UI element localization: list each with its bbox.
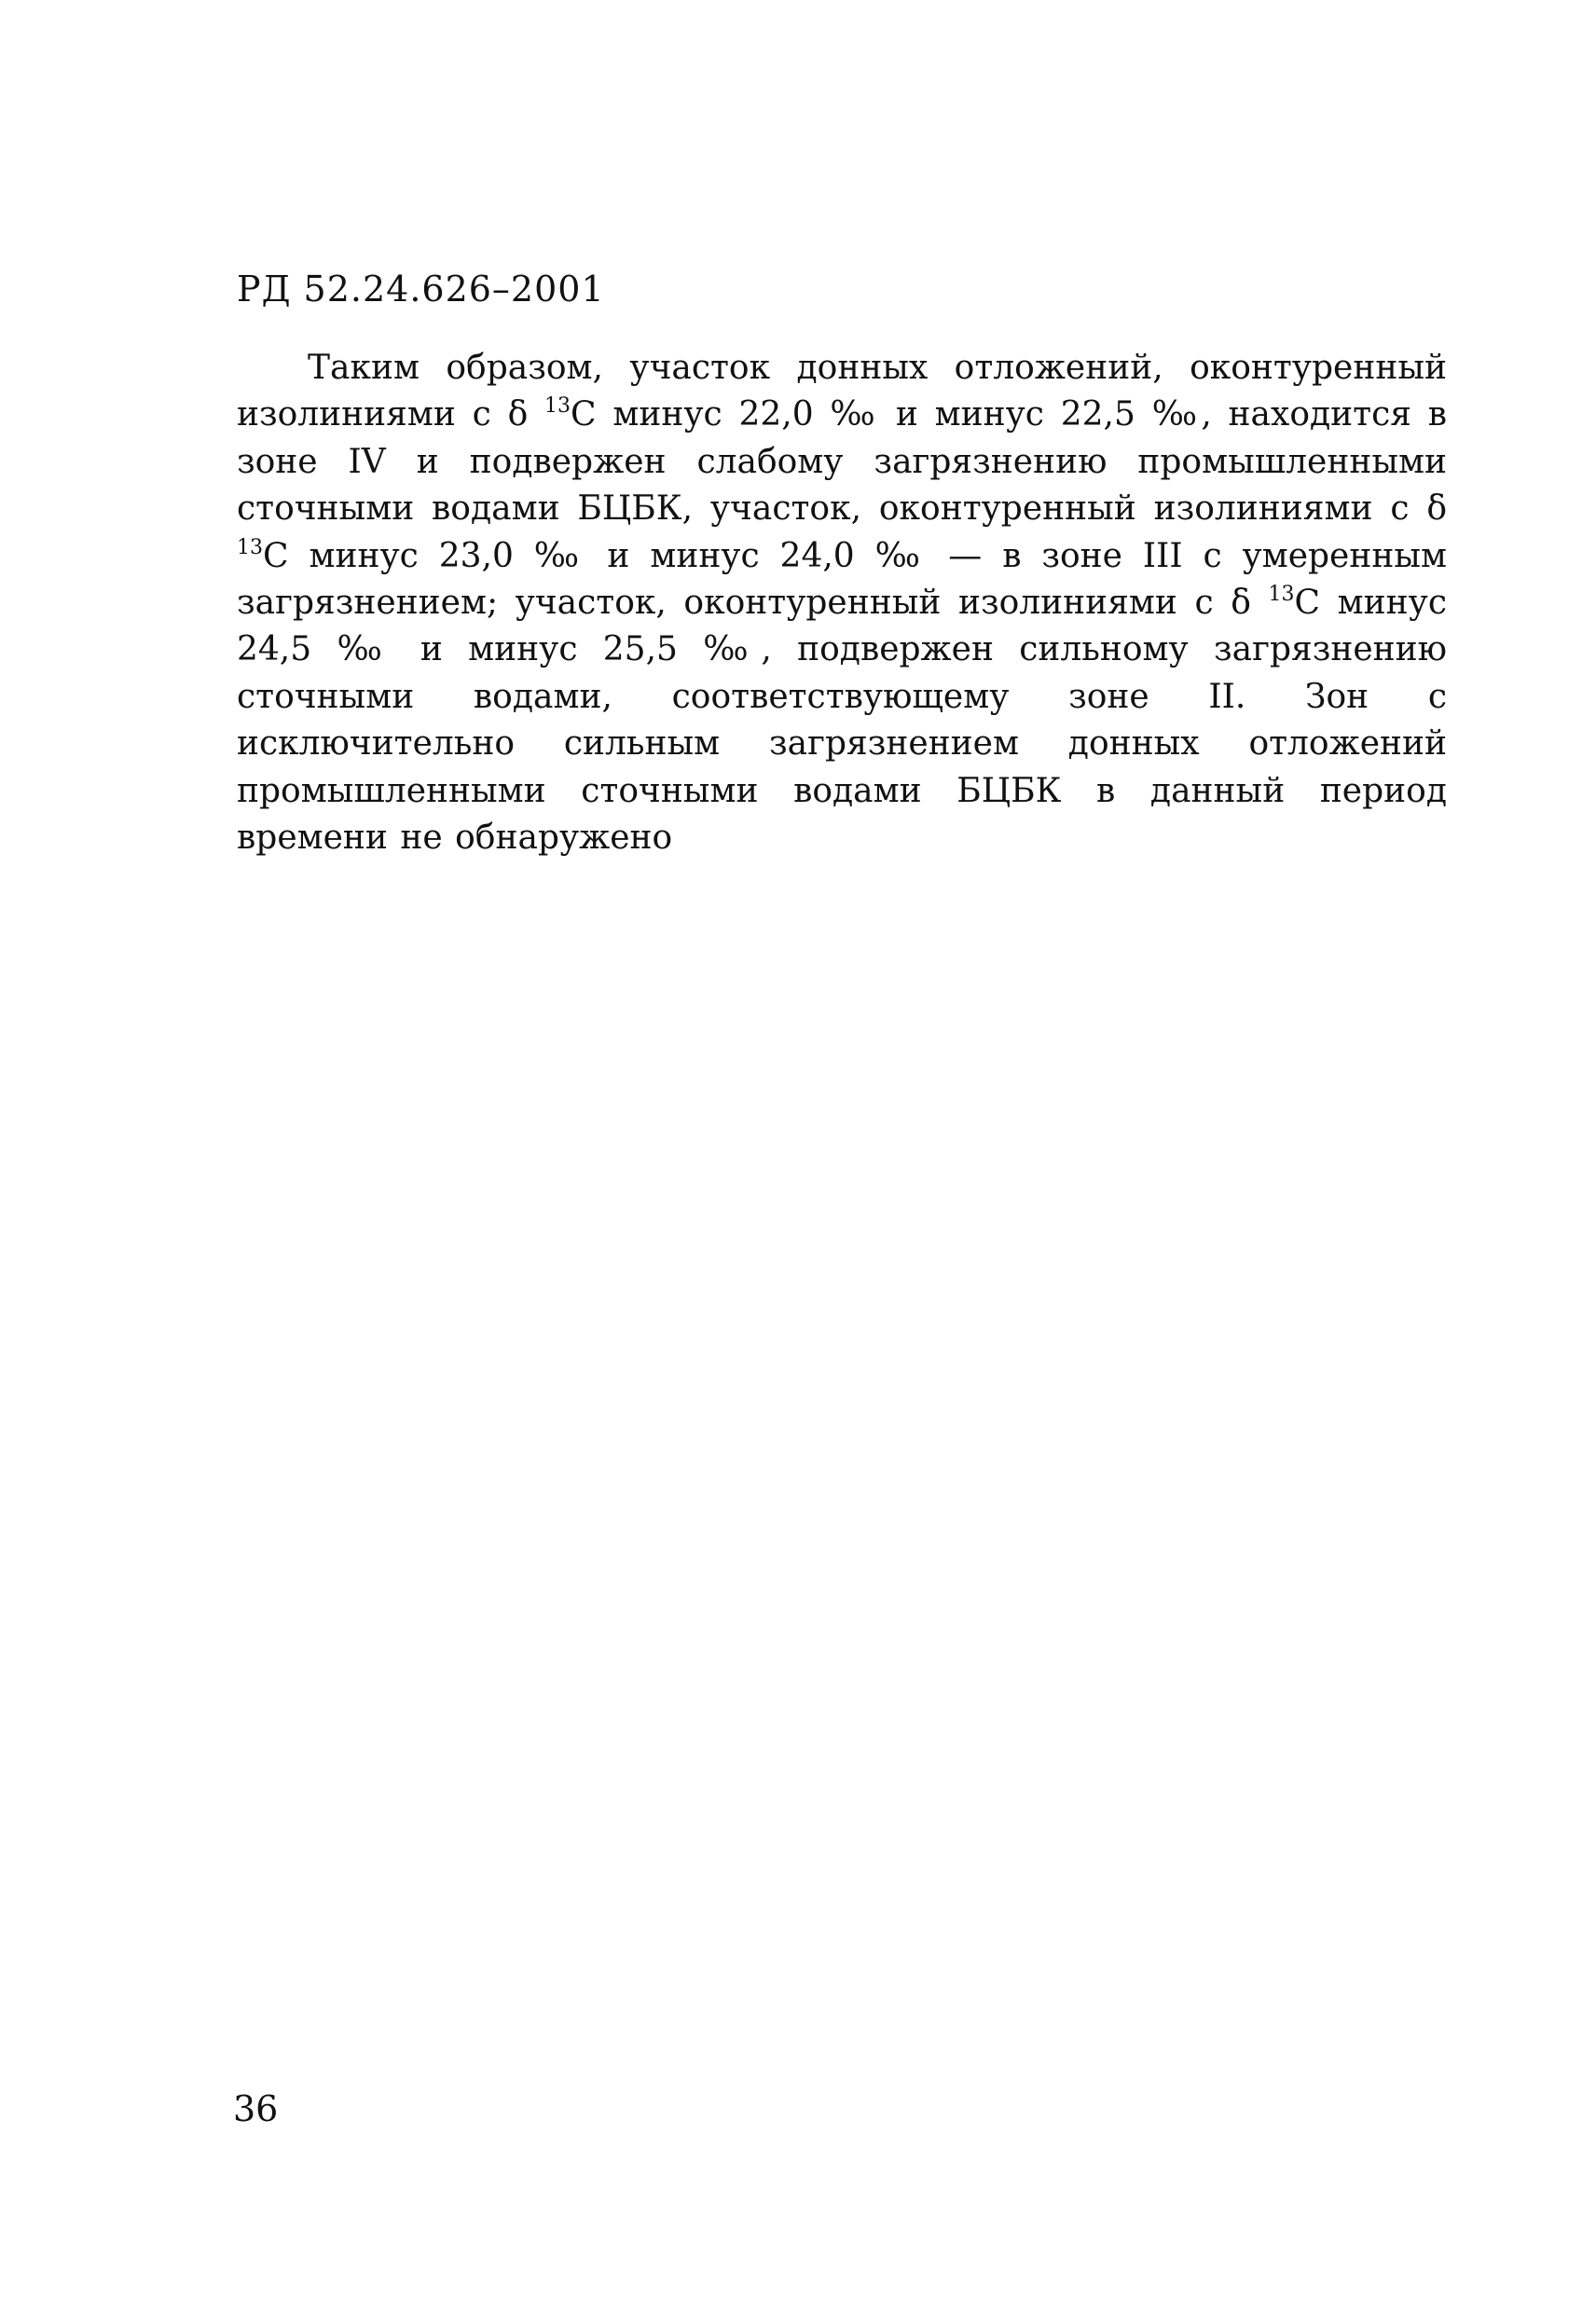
document-code-header: РД 52.24.626–2001 <box>237 268 605 310</box>
text-segment: С минус 24,5 ‰ и минус 25,5 ‰, подвержен сильному загрязнению сточными водами, соответствующему зоне II. Зон с исключительно сильным загрязнением донных отложений промышленными сточными водами БЦБК в данный период времени не обнаружено <box>237 584 1447 858</box>
isotope-superscript: 13 <box>237 535 263 559</box>
text-segment: С минус 23,0 ‰ и минус 24,0 ‰ — в зоне III с умеренным загрязнением; участок, оконтуренный изолиниями с δ <box>237 536 1447 623</box>
text-segment: С минус 22,0 ‰ и минус 22,5 ‰, находится в зоне IV и подвержен слабому загрязнению промышленными сточными водами БЦБК, участок, оконтуренный изолиниями с δ <box>237 395 1447 529</box>
isotope-superscript: 13 <box>544 394 571 419</box>
isotope-superscript: 13 <box>1268 583 1295 607</box>
text-segment: Таким образом, участок донных отложений, оконтуренный изолиниями с δ <box>237 349 1447 434</box>
body-paragraph <box>237 345 1447 861</box>
page-number: 36 <box>233 2088 279 2129</box>
